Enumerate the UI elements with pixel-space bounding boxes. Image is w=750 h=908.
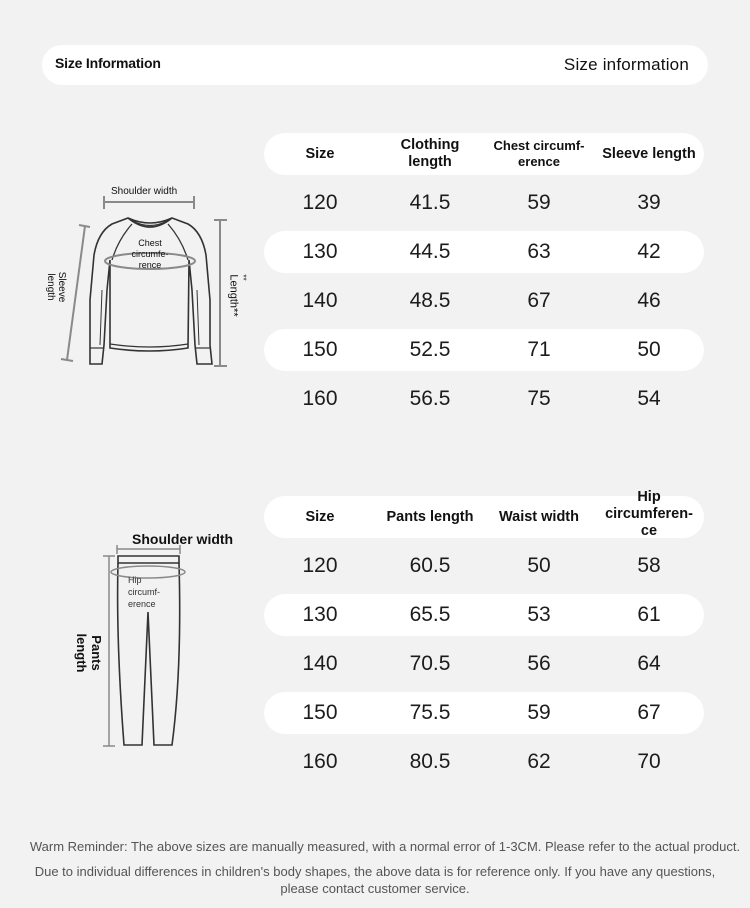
header-size: Size (305, 508, 335, 525)
cell-size: 140 (302, 652, 338, 675)
header-bar (42, 45, 708, 85)
header-hip: Hip circumferen- ce (605, 488, 693, 539)
cell-value: 54 (637, 387, 661, 410)
table-header (264, 133, 704, 175)
table-row (264, 329, 704, 371)
top-size-table (264, 133, 704, 420)
cell-value: 41.5 (409, 191, 451, 214)
table-row (264, 378, 704, 420)
cell-value: 70.5 (409, 652, 451, 675)
sleeve-length-label: Sleeve length (45, 271, 67, 303)
cell-value: 65.5 (409, 603, 451, 626)
length-label: Length** (227, 274, 240, 317)
cell-value: 56 (527, 652, 551, 675)
cell-size: 150 (302, 338, 338, 361)
table-row (264, 594, 704, 636)
header-clothing-length: Clothing length (400, 137, 460, 170)
pants-illustration (60, 520, 260, 760)
cell-value: 46 (637, 289, 661, 312)
cell-value: 63 (527, 240, 551, 263)
cell-value: 39 (637, 191, 661, 214)
cell-value: 71 (527, 338, 551, 361)
header-waist-width: Waist width (498, 508, 579, 525)
cell-value: 60.5 (409, 554, 451, 577)
shoulder-width-label: Shoulder width (111, 186, 178, 197)
cell-size: 150 (302, 701, 338, 724)
cell-value: 53 (527, 603, 551, 626)
table-row (264, 741, 704, 783)
cell-value: 75 (527, 387, 551, 410)
cell-value: 67 (637, 701, 661, 724)
length-mark: ** (238, 274, 248, 281)
cell-size: 130 (302, 603, 338, 626)
header-title-right: Size information (563, 55, 689, 74)
cell-value: 70 (637, 750, 661, 773)
cell-value: 61 (637, 603, 661, 626)
table-header (264, 488, 704, 539)
table-row (264, 643, 704, 685)
cell-value: 62 (527, 750, 551, 773)
warm-reminder-note: Warm Reminder: The above sizes are manually measured, with a normal error of 1-3CM. Please refer to the actual product. (29, 839, 741, 854)
cell-value: 64 (637, 652, 661, 675)
header-sleeve-length: Sleeve length (602, 145, 696, 162)
hip-label: Hip circumf- erence (128, 575, 160, 609)
cell-value: 80.5 (409, 750, 451, 773)
cell-value: 59 (527, 191, 551, 214)
cell-size: 160 (302, 750, 338, 773)
cell-value: 50 (527, 554, 551, 577)
header-chest: Chest circumf- erence (493, 138, 585, 169)
cell-value: 75.5 (409, 701, 451, 724)
header-pants-length: Pants length (386, 508, 474, 525)
bottom-size-table (264, 488, 704, 783)
cell-size: 120 (302, 191, 338, 214)
table-row (264, 692, 704, 734)
cell-value: 59 (527, 701, 551, 724)
cell-size: 120 (302, 554, 338, 577)
cell-value: 56.5 (409, 387, 451, 410)
cell-size: 130 (302, 240, 338, 263)
cell-value: 44.5 (409, 240, 451, 263)
pants-shoulder-width-label: Shoulder width (132, 531, 234, 547)
cell-value: 58 (637, 554, 661, 577)
cell-size: 140 (302, 289, 338, 312)
table-row (264, 182, 704, 224)
cell-value: 42 (637, 240, 661, 263)
disclaimer-note: Due to individual differences in children's body shapes, the above data is for reference only. If you have any questions, please contact customer service. (34, 864, 716, 896)
cell-value: 67 (527, 289, 551, 312)
chest-label: Chest circumfe- rence (131, 238, 169, 270)
sweater-illustration (40, 180, 270, 380)
table-row (264, 545, 704, 587)
cell-size: 160 (302, 387, 338, 410)
header-title-left: Size Information (55, 55, 161, 71)
header-size: Size (305, 145, 335, 162)
table-row (264, 231, 704, 273)
cell-value: 50 (637, 338, 661, 361)
pants-length-label: Pants length (74, 633, 104, 673)
cell-value: 52.5 (409, 338, 451, 361)
table-row (264, 280, 704, 322)
cell-value: 48.5 (409, 289, 451, 312)
